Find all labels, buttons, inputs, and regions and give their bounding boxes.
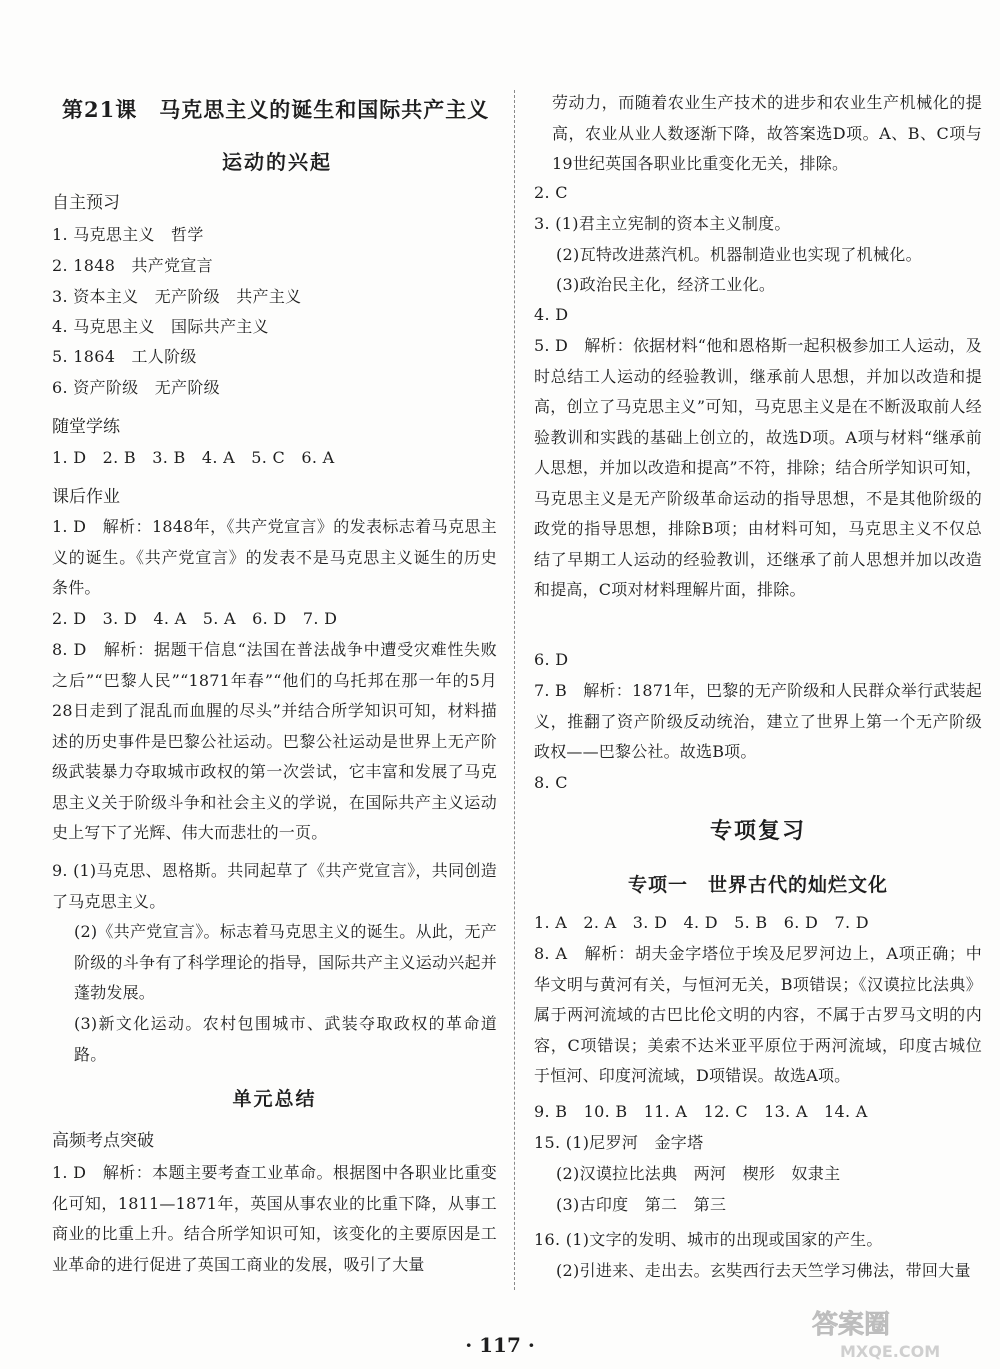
page-number: · 117 · — [465, 1333, 535, 1357]
topic-heading: 专项一 世界古代的灿烂文化 — [627, 874, 888, 896]
unit-answer-7: 7. B 解析：1871年，巴黎的无产阶级和人民群众举行武装起义，推翻了资产阶级反动统治，建立了世界上第一个无产阶级政权——巴黎公社。故选B项。 — [534, 681, 982, 761]
unit-answer-3-part1: 3. (1)君主立宪制的资本主义制度。 — [534, 214, 791, 233]
topic-answers-1-7: 1. A 2. A 3. D 4. D 5. B 6. D 7. D — [534, 913, 869, 932]
unit-answer-3-part2: (2)瓦特改进蒸汽机。机器制造业也实现了机械化。 — [556, 245, 922, 264]
unit-answer-6: 6. D — [534, 650, 569, 669]
review-heading: 专项复习 — [709, 819, 806, 844]
preview-item: 3. 资本主义 无产阶级 共产主义 — [52, 287, 302, 306]
preview-item: 5. 1864 工人阶级 — [52, 347, 197, 366]
svg-text:答案圈: 答案圈 — [812, 1310, 891, 1340]
homework-answer-9-part2: (2)《共产党宣言》。标志着马克思主义的诞生。从此，无产阶级的斗争有了科学理论的指导，国际共产主义运动兴起并蓬勃发展。 — [74, 922, 497, 1002]
column-divider — [514, 90, 515, 1290]
unit-answer-4: 4. D — [534, 305, 569, 324]
section-heading-inclass: 随堂学练 — [52, 417, 120, 437]
svg-text:MXQE.COM: MXQE.COM — [840, 1342, 941, 1361]
unit-answer-1-continued: 劳动力，而随着农业生产技术的进步和农业生产机械化的提高，农业从业人数逐渐下降，故答案选D项。A、B、C项与19世纪英国各职业比重变化无关，排除。 — [552, 93, 982, 173]
topic-answer-15-part1: 15. (1)尼罗河 金字塔 — [534, 1133, 704, 1152]
lesson-title: 第21课 马克思主义的诞生和国际共产主义 — [62, 97, 490, 122]
preview-item: 4. 马克思主义 国际共产主义 — [52, 317, 269, 336]
inclass-answers: 1. D 2. B 3. B 4. A 5. C 6. A — [52, 448, 335, 467]
unit-answer-1: 1. D 解析：本题主要考查工业革命。根据图中各职业比重变化可知，1811—1871年，英国从事农业的比重下降，从事工商业的比重上升。结合所学知识可知，该变化的主要原因是工业革命的进行促进了英国工商业的发展，吸引了大量 — [52, 1163, 497, 1274]
homework-answer-9-part1: 9. (1)马克思、恩格斯。共同起草了《共产党宣言》，共同创造了马克思主义。 — [52, 861, 497, 911]
unit-answer-3-part3: (3)政治民主化，经济工业化。 — [556, 275, 776, 294]
unit-answer-5: 5. D 解析：依据材料“他和恩格斯一起积极参加工人运动，及时总结工人运动的经验教训，继承前人思想，并加以改造和提高，创立了马克思主义”可知，马克思主义是在不断汲取前人经验教训和实践的基础上创立的，故选D项。A项与材料“继承前人思想，并加以改造和提高”不符，排除；结合所学知识可知，马克思主义是无产阶级革命运动的指导思想，不是其他阶级的政党的指导思想，排除B项；由材料可知，马克思主义不仅总结了早期工人运动的经验教训，还继承了前人思想并加以改造和提高，C项对材料理解片面，排除。 — [534, 336, 982, 599]
preview-item: 2. 1848 共产党宣言 — [52, 256, 213, 275]
unit-answer-8: 8. C — [534, 773, 568, 792]
topic-answer-16-part1: 16. (1)文字的发明、城市的出现或国家的产生。 — [534, 1230, 883, 1249]
lesson-title-line2: 运动的兴起 — [222, 150, 332, 174]
homework-answer-9-part3: (3)新文化运动。农村包围城市、武装夺取政权的革命道路。 — [74, 1014, 497, 1064]
unit-summary-heading: 单元总结 — [232, 1088, 317, 1110]
homework-answers-2-7: 2. D 3. D 4. A 5. A 6. D 7. D — [52, 609, 338, 628]
topic-answer-8: 8. A 解析：胡夫金字塔位于埃及尼罗河边上，A项正确；中华文明与黄河有关，与恒河无关，B项错误；《汉谟拉比法典》属于两河流域的古巴比伦文明的内容，不属于古罗马文明的内容，C项错误；美索不达米亚平原位于两河流域，印度古城位于恒河、印度河流域，D项错误。故选A项。 — [534, 944, 982, 1085]
topic-answer-15-part3: (3)古印度 第二 第三 — [556, 1195, 727, 1214]
section-heading-homework: 课后作业 — [52, 487, 120, 507]
section-heading-preview: 自主预习 — [52, 193, 120, 213]
unit-answer-2: 2. C — [534, 183, 568, 202]
preview-item: 1. 马克思主义 哲学 — [52, 225, 204, 244]
homework-answer-1: 1. D 解析：1848年，《共产党宣言》的发表标志着马克思主义的诞生。《共产党宣言》的发表不是马克思主义诞生的历史条件。 — [52, 517, 497, 597]
topic-answer-16-part2: (2)引进来、走出去。玄奘西行去天竺学习佛法，带回大量 — [556, 1261, 971, 1280]
topic-answer-15-part2: (2)汉谟拉比法典 两河 楔形 奴隶主 — [556, 1164, 841, 1183]
homework-answer-8: 8. D 解析：据题干信息“法国在普法战争中遭受灾难性失败之后”“巴黎人民”“1871年春”“他们的乌托邦在那一年的5月28日走到了混乱而血腥的尽头”并结合所学知识可知，材料描述的历史事件是巴黎公社运动。巴黎公社运动是世界上无产阶级武装暴力夺取城市政权的第一次尝试，它丰富和发展了马克思主义关于阶级斗争和社会主义的学说，在国际共产主义运动史上写下了光辉、伟大而悲壮的一页。 — [52, 640, 497, 842]
watermark-logo-icon — [802, 1303, 992, 1363]
section-heading-key-points: 高频考点突破 — [52, 1131, 154, 1151]
preview-item: 6. 资产阶级 无产阶级 — [52, 378, 220, 397]
topic-answers-9-14: 9. B 10. B 11. A 12. C 13. A 14. A — [534, 1102, 868, 1121]
